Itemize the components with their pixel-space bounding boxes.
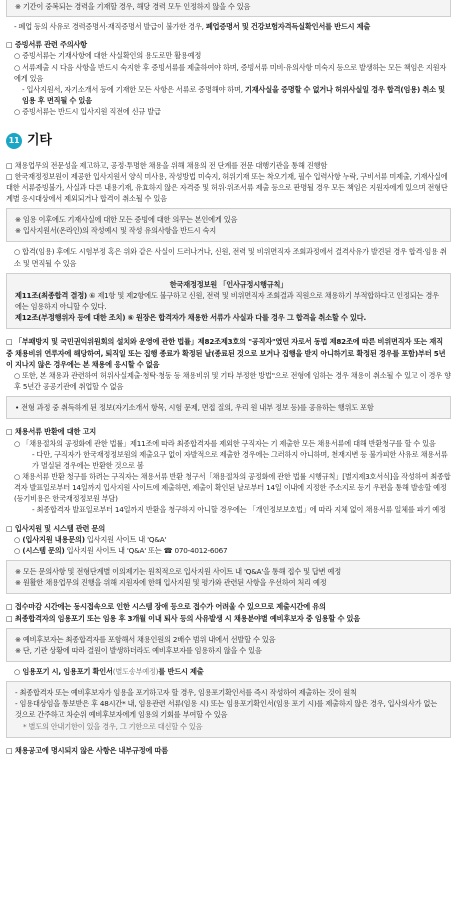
misc-line: □ 한국재정정보원이 제공한 입사지원서 양식 미사용, 작성방법 미숙지, 허위기재 또는 착오기재, 필수 입력사항 누락, 구비서류 미제출, 기재사실에 대한 서류증빙불가, 사실과 다른 내용기재, 유효하지 않은 자격증 및 허위·위조서류 제출 등으로 판명될 경우 모든 책임은 지원자에게 있으며 전형단계별 응시대상에서 제외되거나 합격이 취소될 수 있음 xyxy=(6,171,448,204)
notice-text: • 전형 과정 중 취득하게 된 정보(자기소개서 항목, 시험 문제, 면접 질의, 우리 원 내부 정보 등)를 공유하는 행위도 포함 xyxy=(15,403,374,413)
fraud-notice: □ 「부패방지 및 국민권익위원회의 설치와 운영에 관한 법률」제82조제3호의 "공직자"였던 자로서 동법 제82조에 따른 비위면직자 또는 재직 중 채용비위 연루자에 해당하여, 퇴직일 또는 집행 종료가 확정된 날(종료된 것으로 보거나 집행을 받지 아니하기로 확정된 경우를 포함)부터 5년이 지나지 않은 경우에는 본 채용에 응시할 수 없음 xyxy=(6,337,446,369)
notice-text: ※ 모든 문의사항 및 전형단계별 이의제기는 원칙적으로 입사지원 사이트 내 'Q&A'을 통해 접수 및 답변 예정 xyxy=(15,567,341,577)
section-heading xyxy=(6,131,451,151)
fraud-line: ○ 또한, 본 채용과 관련하여 허위사실제출·청탁·청동 등 채용비위 및 기타 부정한 방법"으로 전형에 임하는 경우 채용이 취소될 수 있고 이 경우 향후 5년간 공공기관에 취업할 수 없음 xyxy=(14,370,451,392)
inquiry-line: ○ (입사지원 내용문의) 입사지원 사이트 내 'Q&A' xyxy=(14,534,167,544)
rules-title: 한국재정정보원 「인사규정시행규칙」 xyxy=(169,279,288,289)
return-line: ○ 「채용절차의 공정화에 관한 법률」제11조에 따라 최종합격자를 제외한 구직자는 기 제출한 모든 채용서류에 대해 반환청구를 할 수 있음 xyxy=(14,438,436,448)
notice-text: ※ 단, 기관 상황에 따라 결원이 발생하더라도 예비후보자를 임용하지 않을 수 있음 xyxy=(15,645,262,655)
notice-box-inquiry xyxy=(6,560,451,594)
return-docs-title: □ 채용서류 반환에 대한 고지 xyxy=(6,427,96,437)
abandon-line: - 임용대상임을 통보받은 후 48시간* 내, 임용관련 서류(임용 시) 또는 임용포기확인서(임용 포기 시)를 제출하지 않은 경우, 입사의사가 없는 것으로 간주하고 차순위 예비후보자에게 임용의 기회를 부여할 수 있음 xyxy=(15,699,437,720)
inquiry-title: □ 입사지원 및 시스템 관련 문의 xyxy=(6,523,106,533)
notice-text: ※ 원활한 채용업무의 진행을 위해 지원자에 한해 입사지원 및 평가와 관련된 사항을 우선하여 처리 예정 xyxy=(15,578,327,588)
rule-article: 제12조(부정행위자 등에 대한 조치) ⑥ 원장은 합격자가 채용한 서류가 사실과 다를 경우 그 합격을 취소할 수 있다. xyxy=(15,313,366,323)
deadline-line: □ 접수마감 시간에는 동시접속으로 인한 시스템 장애 등으로 접수가 어려울 수 있으므로 제출시간에 유의 xyxy=(6,602,326,612)
abandon-note: * 별도의 안내기한이 있을 경우, 그 기한으로 대신할 수 있음 xyxy=(23,721,203,731)
precautions-title: □ 증빙서류 관련 주의사항 xyxy=(6,40,87,50)
notice-box-career-overlap xyxy=(6,0,451,17)
rules-box xyxy=(6,273,451,330)
return-subline: - 다만, 구직자가 한국재정정보원의 제출요구 없이 자발적으로 제출한 경우에는 그러하지 아니하며, 천재지변 등 불가피한 사유로 채용서류가 멸실된 경우에는 반환한 것으로 봄 xyxy=(32,449,448,470)
notice-box-evidence xyxy=(6,208,451,242)
precaution-item: ○ 증빙서류는 반드시 입사지원 직전에 신규 발급 xyxy=(14,107,161,117)
precaution-item: ○ 증빙서류는 기재사항에 대한 사실확인의 용도로만 활용예정 xyxy=(14,51,202,61)
notice-text: ※ 기간이 중복되는 경력을 기재할 경우, 해당 경력 모두 인정하지 않을 수 있음 xyxy=(15,2,251,11)
notice-text: ※ 임용 이후에도 기재사실에 대한 모든 증빙에 대한 의무는 본인에게 있음 xyxy=(15,215,238,225)
misc-line: ○ 합격(임용) 후에도 시험부정 혹은 위와 같은 사실이 드러나거나, 신원, 전력 및 비위면직자 조회과정에서 결격사유가 발견된 경우 합격·임용 취소 및 면직될 수 있음 xyxy=(14,247,447,268)
abandon-title: ○ 임용포기 시, 임용포기 확인서(별도송부예정)를 반드시 제출 xyxy=(14,667,204,677)
return-line: ○ 채용서류 반환 청구를 하려는 구직자는 채용서류 반환 청구서「채용절차의 공정화에 관한 법률 시행규칙」[별지제3호서식]을 작성하여 최종합격자 발표일로부터 14일까지 입사지원 사이트에 제출하면, 제출이 확인된 날로부터 14일 이내에 지정한 주소지로 등기 우편을 통해 발송할 예정 (등기비용은 한국재정정보원 부담) xyxy=(14,471,451,504)
notice-text: ※ 입사지원서(온라인)의 작성예시 및 작성 유의사항을 반드시 숙지 xyxy=(15,226,216,236)
notice-box-reserve xyxy=(6,628,451,662)
abandon-box xyxy=(6,681,451,738)
deadline-line: □ 최종합격자의 임용포기 또는 임용 후 3개월 이내 퇴사 등의 사유발생 시 채용분야별 예비후보자 중 임용할 수 있음 xyxy=(6,613,360,623)
last-line: □ 채용공고에 명시되지 않은 사항은 내부규정에 따름 xyxy=(6,745,169,755)
precaution-item: ○ 서류제출 시 다음 사항을 반드시 숙지한 후 증빙서류를 제출하여야 하며, 증빙서류 미비·유의사항 미숙지 등으로 발생하는 모든 책임은 지원자에게 있음 xyxy=(14,62,447,83)
closure-note: - 폐업 등의 사유로 경력증명서·재직증명서 발급이 불가한 경우, 폐업증명서 및 건강보험자격득실확인서를 반드시 제출 xyxy=(14,22,371,32)
rule-article: 제11조(최종합격 결정) ⑥ 제1항 및 제2항에도 불구하고 신원, 전력 및 비위면직자 조회결과 직원으로 채용하기 부적합하다고 인정되는 경우에는 임용하지 아니할 수 있다. xyxy=(15,290,439,312)
section-title: 기타 xyxy=(27,133,52,149)
notice-box-info-sharing xyxy=(6,396,451,419)
abandon-line: - 최종합격자 또는 예비후보자가 임용을 포기하고자 할 경우, 임용포기확인서를 즉시 작성하여 제출하는 것이 원칙 xyxy=(15,688,357,698)
notice-text: ※ 예비후보자는 최종합격자를 포함해서 채용인원의 2배수 범위 내에서 선발할 수 있음 xyxy=(15,634,276,644)
return-subline: - 최종합격자 발표일로부터 14일까지 반환을 청구하지 아니할 경우에는 「개인정보보호법」에 따라 지체 없이 채용서류 일체를 파기 예정 xyxy=(32,505,446,515)
inquiry-line: ○ (시스템 문의) 입사지원 사이트 내 'Q&A' 또는 ☎ 070-4012-6067 xyxy=(14,545,228,555)
section-number-badge: 11 xyxy=(6,133,22,149)
misc-line: □ 채용업무의 전문성을 제고하고, 공정·투명한 채용을 위해 채용의 전 단계를 전문 대행기관을 통해 진행함 xyxy=(6,160,328,170)
precaution-subitem: - 입사지원서, 자기소개서 등에 기재한 모든 사항은 서류로 증명해야 하며, 기재사실을 증명할 수 없거나 허위사실일 경우 합격(임용) 취소 및 임용 후 면직될 수 있음 xyxy=(22,84,445,106)
